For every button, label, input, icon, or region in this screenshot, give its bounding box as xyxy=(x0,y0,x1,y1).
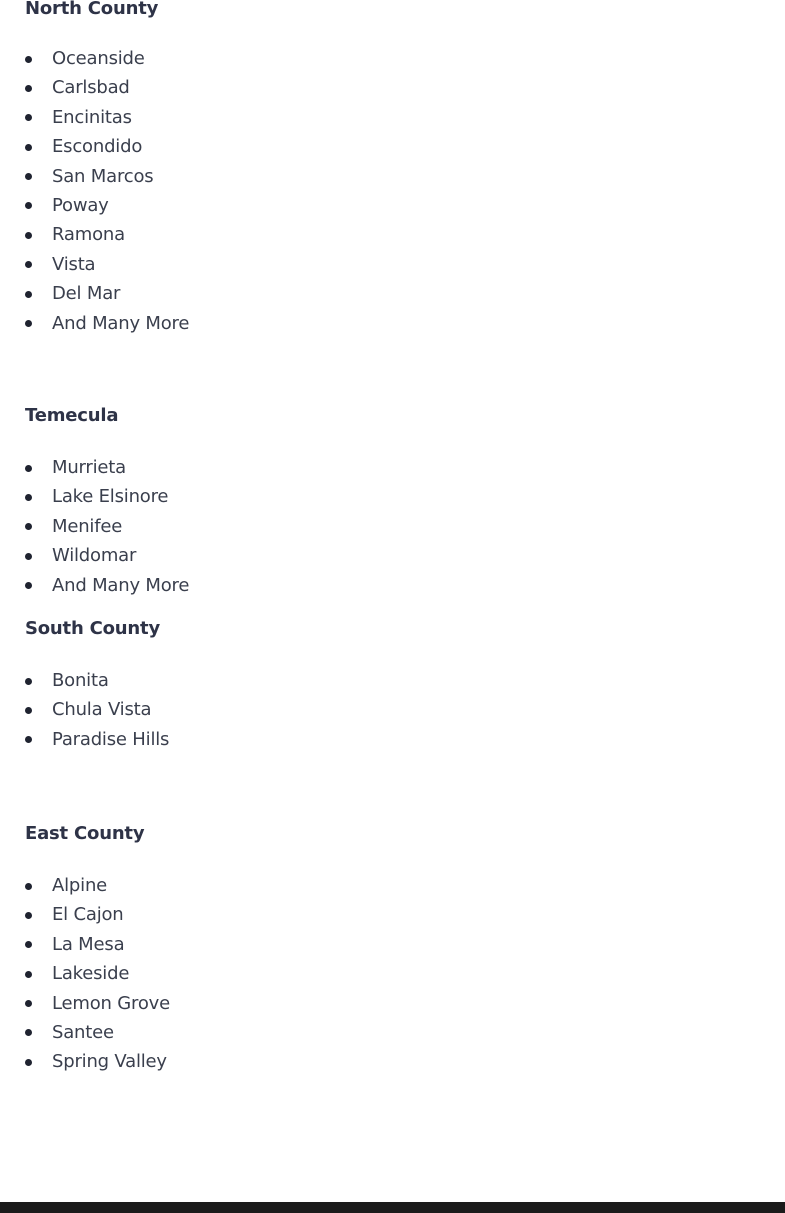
city-label: Carlsbad xyxy=(52,77,130,99)
bullet-dot-icon xyxy=(25,465,32,472)
list-item xyxy=(25,453,189,482)
footer-bar xyxy=(0,1202,785,1213)
city-label: Santee xyxy=(52,1021,114,1043)
city-list xyxy=(25,666,169,754)
list-item xyxy=(25,666,169,695)
city-label: Oceanside xyxy=(52,48,145,69)
city-label: Vista xyxy=(52,253,96,275)
list-item xyxy=(25,103,189,132)
city-label: El Cajon xyxy=(52,904,124,926)
city-label: And Many More xyxy=(52,574,190,596)
region-heading: North County xyxy=(25,0,159,19)
list-item xyxy=(25,871,170,900)
city-label: Menifee xyxy=(52,515,123,537)
city-label: Poway xyxy=(52,194,109,216)
bullet-dot-icon xyxy=(25,114,32,121)
bullet-dot-icon xyxy=(25,85,32,92)
bullet-dot-icon xyxy=(25,678,32,685)
bullet-dot-icon xyxy=(25,173,32,180)
region-heading: South County xyxy=(25,618,160,639)
list-item xyxy=(25,695,169,724)
list-item xyxy=(25,541,189,570)
region-heading: Temecula xyxy=(25,405,119,426)
bullet-dot-icon xyxy=(25,912,32,919)
city-label: Escondido xyxy=(52,136,143,158)
bullet-dot-icon xyxy=(25,56,32,63)
city-label: Chula Vista xyxy=(52,699,152,721)
bullet-dot-icon xyxy=(25,232,32,239)
bullet-dot-icon xyxy=(25,553,32,560)
city-label: Lemon Grove xyxy=(52,992,170,1014)
bullet-dot-icon xyxy=(25,883,32,890)
bullet-dot-icon xyxy=(25,971,32,978)
city-label: San Marcos xyxy=(52,165,154,187)
region-heading: East County xyxy=(25,823,145,844)
bullet-dot-icon xyxy=(25,1029,32,1036)
city-label: Wildomar xyxy=(52,545,137,567)
bullet-dot-icon xyxy=(25,941,32,948)
bullet-dot-icon xyxy=(25,1000,32,1007)
list-item xyxy=(25,162,189,191)
city-list xyxy=(25,453,189,600)
city-label: Paradise Hills xyxy=(52,728,170,750)
list-item xyxy=(25,482,189,511)
region-north-county xyxy=(25,0,189,338)
bullet-dot-icon xyxy=(25,582,32,589)
bullet-dot-icon xyxy=(25,320,32,327)
city-label: Encinitas xyxy=(52,106,132,128)
city-list xyxy=(25,44,189,338)
list-item xyxy=(25,44,189,73)
list-item xyxy=(25,132,189,161)
region-south-county xyxy=(25,618,169,754)
list-item xyxy=(25,989,170,1018)
city-label: Bonita xyxy=(52,670,109,691)
list-item xyxy=(25,191,189,220)
city-label: Spring Valley xyxy=(52,1051,167,1073)
city-list xyxy=(25,871,170,1077)
list-item xyxy=(25,571,189,600)
city-label: Ramona xyxy=(52,224,125,246)
list-item xyxy=(25,73,189,102)
city-label: Lake Elsinore xyxy=(52,486,169,508)
bullet-dot-icon xyxy=(25,736,32,743)
list-item xyxy=(25,309,189,338)
list-item xyxy=(25,512,189,541)
list-item xyxy=(25,250,189,279)
list-item xyxy=(25,1047,170,1076)
bullet-dot-icon xyxy=(25,261,32,268)
bullet-dot-icon xyxy=(25,202,32,209)
list-item xyxy=(25,279,189,308)
city-label: Lakeside xyxy=(52,963,130,985)
list-item xyxy=(25,930,170,959)
city-label: Murrieta xyxy=(52,457,126,478)
bullet-dot-icon xyxy=(25,144,32,151)
list-item xyxy=(25,900,170,929)
bullet-dot-icon xyxy=(25,291,32,298)
list-item xyxy=(25,959,170,988)
bullet-dot-icon xyxy=(25,494,32,501)
region-temecula xyxy=(25,405,189,600)
city-label: Alpine xyxy=(52,875,108,896)
bullet-dot-icon xyxy=(25,1059,32,1066)
list-item xyxy=(25,220,189,249)
bullet-dot-icon xyxy=(25,707,32,714)
city-label: Del Mar xyxy=(52,283,121,305)
list-item xyxy=(25,725,169,754)
city-label: La Mesa xyxy=(52,933,125,955)
region-east-county xyxy=(25,823,170,1077)
list-item xyxy=(25,1018,170,1047)
bullet-dot-icon xyxy=(25,523,32,530)
city-label: And Many More xyxy=(52,312,190,334)
